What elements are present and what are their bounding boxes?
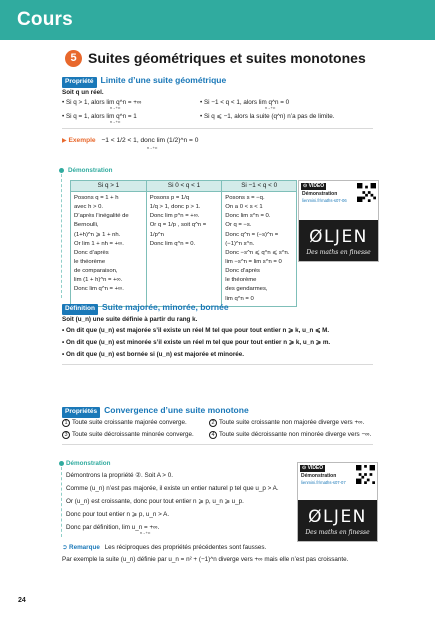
video-card[interactable] xyxy=(297,462,378,542)
demo-line: Or (u_n) est croissante, donc pour tout entier n ⩾ p, u_n ⩾ u_p. xyxy=(66,498,244,505)
divider xyxy=(62,128,373,129)
cell-line: Or q = 1/p , soit q^n = 1/p^n xyxy=(149,222,207,238)
propriete-title: Limite d’une suite géométrique xyxy=(100,75,227,85)
propriete-intro: Soit q un réel. xyxy=(62,89,104,96)
demo-label: Démonstration xyxy=(66,460,111,467)
cell-line: Bernoulli, xyxy=(74,222,99,229)
propriete-item-3: • Si q = 1, alors lim q^n = 1 xyxy=(62,113,137,120)
exemple-text: −1 < 1/2 < 1, donc lim (1/2)^n = 0 xyxy=(101,137,199,144)
demo-line: Donc pour tout entier n ⩾ p, u_n > A. xyxy=(66,511,170,518)
number-circle-icon: 1 xyxy=(62,419,70,427)
section-title: Suites géométriques et suites monotones xyxy=(88,50,366,66)
remarque-line-1: Les réciproques des propriétés précédentes sont fausses. xyxy=(104,544,267,551)
cell-line: Donc d’après xyxy=(225,268,261,275)
qr-code-icon xyxy=(356,465,375,484)
propriete-item-2: • Si −1 < q < 1, alors lim q^n = 0 xyxy=(200,99,290,106)
number-circle-icon: 2 xyxy=(209,419,217,427)
demo-marker-icon xyxy=(59,168,64,173)
propriete-tag: Propriété xyxy=(62,77,97,88)
proprietes-title: Convergence d’une suite monotone xyxy=(104,405,249,415)
remarque xyxy=(62,544,266,553)
definition-item-2: • On dit que (u_n) est minorée s’il existe un réel m tel que pour tout entier n ⩾ k, u_n ⩾ m. xyxy=(62,339,331,346)
video-subtitle: Des maths en finesse xyxy=(305,528,370,536)
definition-title: Suite majorée, minorée, bornée xyxy=(101,302,229,312)
cell-line: lim q^n = 0 xyxy=(225,295,254,302)
video-title: Démonstration xyxy=(301,473,337,479)
cell-line: Posons q = 1 + h xyxy=(74,195,119,201)
number-circle-icon: 3 xyxy=(62,431,70,439)
cell-line: le théorème xyxy=(225,277,257,284)
cell-line: Donc q^n = (−s)^n = (−1)^n s^n. xyxy=(225,231,279,247)
cell-line: lim −s^n = lim s^n = 0 xyxy=(225,258,282,265)
video-thumbnail[interactable] xyxy=(298,500,377,541)
video-thumbnail[interactable] xyxy=(299,220,378,261)
definition-tag: Définition xyxy=(62,304,98,315)
video-title: Démonstration xyxy=(302,191,338,197)
demo-line: Donc par définition, lim u_n = +∞. xyxy=(66,524,160,531)
qr-code-icon xyxy=(357,183,376,202)
proprietes-heading xyxy=(62,405,249,418)
propriete-item: 2 Toute suite croissante non majorée diverge vers +∞. xyxy=(209,419,364,428)
cell-line: 1/q > 1, donc p > 1. xyxy=(149,204,201,211)
cell-line: Donc d’après xyxy=(74,249,109,256)
propriete-item: 1 Toute suite croissante majorée converge. xyxy=(62,419,187,428)
table-cell-col2 xyxy=(146,192,222,307)
proprietes-tag: Propriétés xyxy=(62,407,100,418)
video-logo: ØLJEN xyxy=(309,227,368,247)
propriete-item: 4 Toute suite décroissante non minorée diverge vers −∞. xyxy=(209,431,371,440)
video-tag: ⊙ VIDÉO xyxy=(303,183,325,189)
cell-line: On a 0 < s < 1 xyxy=(225,204,263,211)
cell-line: Posons p = 1/q xyxy=(149,195,190,201)
demo-rule xyxy=(61,174,62,298)
limit-subscript: n→+∞ xyxy=(265,106,276,110)
demo-table xyxy=(70,180,297,307)
video-subtitle: Des maths en finesse xyxy=(306,248,371,256)
cell-line: Donc lim p^n = +∞. xyxy=(149,213,200,220)
chapter-title: Cours xyxy=(17,9,73,30)
arrow-icon: ➲ xyxy=(62,544,68,551)
cell-line: D’après l’inégalité de xyxy=(74,213,129,220)
cell-line: Donc lim q^n = +∞. xyxy=(74,286,124,293)
table-cell-col1 xyxy=(71,192,147,307)
video-link[interactable]: lienmini.fr/maths-s07-06 xyxy=(302,198,347,203)
limit-subscript: n→+∞ xyxy=(140,531,151,535)
propriete-heading xyxy=(62,75,226,88)
propriete-item-1: • Si q > 1, alors lim q^n = +∞ xyxy=(62,99,142,106)
video-tag: ⊙ VIDÉO xyxy=(302,465,324,471)
remarque-label: Remarque xyxy=(69,544,100,551)
propriete-item-4: • Si q ⩽ −1, alors la suite (q^n) n’a pas de limite. xyxy=(200,113,335,120)
cell-line: Posons s = −q. xyxy=(225,195,265,201)
divider xyxy=(62,364,373,365)
cell-line: (1+h)^n ⩾ 1 + nh. xyxy=(74,231,121,238)
cell-line: Or lim 1 + nh = +∞. xyxy=(74,240,124,247)
cell-line: de comparaison, xyxy=(74,268,118,275)
demo-marker-icon xyxy=(59,461,64,466)
cell-line: des gendarmes, xyxy=(225,286,268,293)
play-triangle-icon: ▶ xyxy=(62,138,67,144)
remarque-line-2: Par exemple la suite (u_n) définie par u_n = n² + (−1)^n diverge vers +∞ mais elle n’est pas croissante. xyxy=(62,556,349,563)
definition-item-1: • On dit que (u_n) est majorée s’il existe un réel M tel que pour tout entier n ⩾ k, u_n ⩽ M. xyxy=(62,327,330,334)
number-circle-icon: 4 xyxy=(209,431,217,439)
section-number-badge: 5 xyxy=(65,50,82,67)
limit-subscript: n→+∞ xyxy=(147,146,158,150)
limit-subscript: n→+∞ xyxy=(110,120,121,124)
table-cell-col3 xyxy=(222,192,297,307)
cell-line: Donc −s^n ⩽ q^n ⩽ s^n. xyxy=(225,249,290,256)
demo-line: Comme (u_n) n’est pas majorée, il existe un entier naturel p tel que u_p > A. xyxy=(66,485,279,492)
chapter-header xyxy=(0,0,435,40)
page-number: 24 xyxy=(18,597,26,604)
cell-line: le théorème xyxy=(74,258,106,265)
cell-line: avec h > 0. xyxy=(74,204,103,211)
exemple xyxy=(62,137,198,146)
video-logo: ØLJEN xyxy=(308,507,367,527)
limit-subscript: n→+∞ xyxy=(110,106,121,110)
video-card[interactable] xyxy=(298,180,379,262)
demo-label: Démonstration xyxy=(68,167,113,174)
cell-line: lim (1 + h)^n = +∞. xyxy=(74,277,123,284)
cell-line: Donc lim q^n = 0. xyxy=(149,240,196,247)
definition-intro: Soit (u_n) une suite définie à partir du rang k. xyxy=(62,316,198,323)
table-header: Si q > 1 xyxy=(71,181,147,192)
cell-line: Or q = −s. xyxy=(225,222,252,229)
definition-heading xyxy=(62,302,229,315)
exemple-label: Exemple xyxy=(68,137,96,144)
definition-item-3: • On dit que (u_n) est bornée si (u_n) est majorée et minorée. xyxy=(62,351,245,358)
table-header: Si 0 < q < 1 xyxy=(146,181,222,192)
video-link[interactable]: lienmini.fr/maths-s07-07 xyxy=(301,480,346,485)
cell-line: Donc lim s^n = 0. xyxy=(225,213,271,220)
table-header: Si −1 < q < 0 xyxy=(222,181,297,192)
propriete-item: 3 Toute suite décroissante minorée converge. xyxy=(62,431,194,440)
demo-rule xyxy=(61,467,62,537)
divider xyxy=(62,444,373,445)
demo-line: Démontrons la propriété ②. Soit A > 0. xyxy=(66,472,173,479)
